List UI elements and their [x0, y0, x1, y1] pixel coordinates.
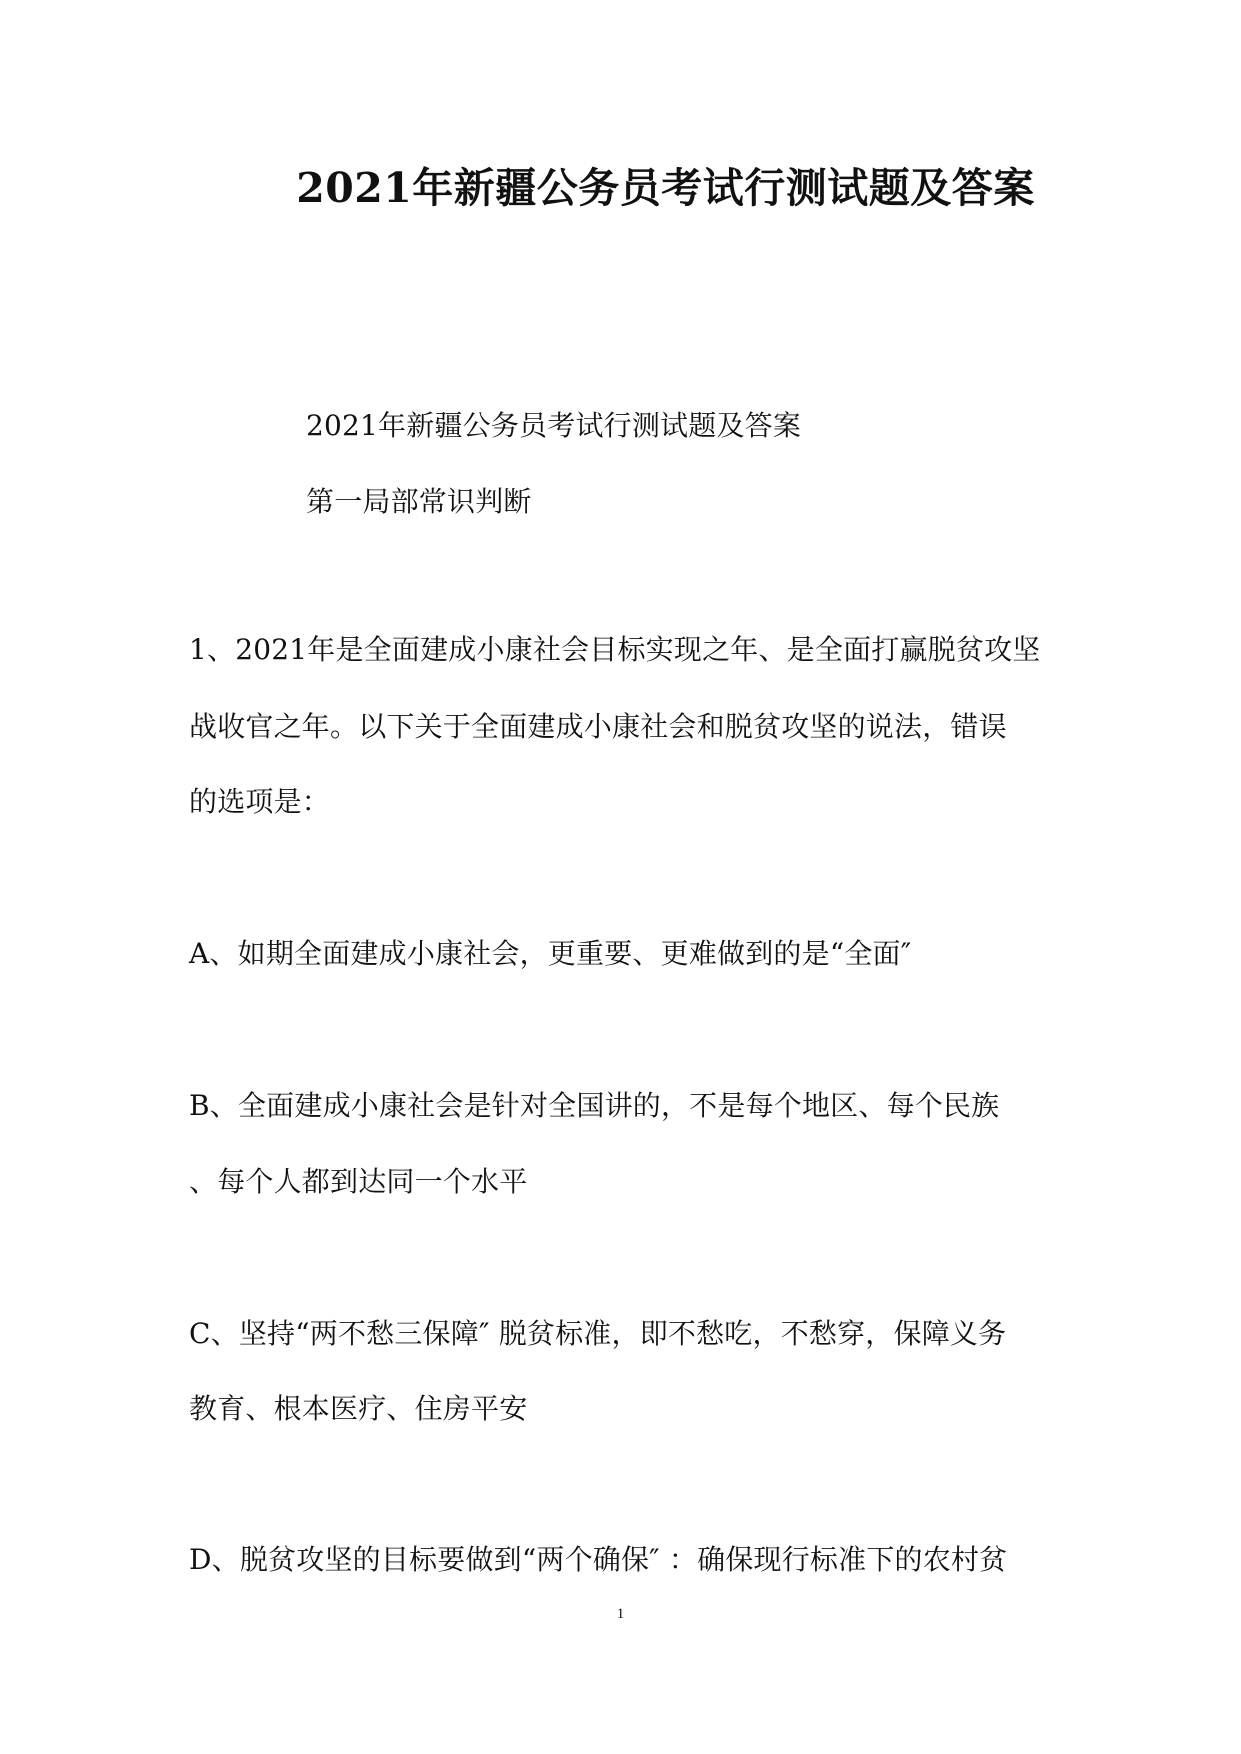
option-b-continued: 、每个人都到达同一个水平	[189, 1165, 528, 1198]
document-title: 2021年新疆公务员考试行测试题及答案	[296, 164, 1035, 212]
question-line: 战收官之年。以下关于全面建成小康社会和脱贫攻坚的说法，错误	[189, 710, 1007, 743]
subtitle: 2021年新疆公务员考试行测试题及答案	[306, 409, 802, 442]
option-c-continued: 教育、根本医疗、住房平安	[189, 1392, 528, 1425]
question-line: 的选项是：	[189, 785, 331, 818]
section-heading: 第一局部常识判断	[306, 485, 532, 518]
page-number: 1	[616, 1606, 625, 1622]
option-a: A、如期全面建成小康社会，更重要、更难做到的是“全面″	[189, 937, 912, 970]
question-line: 1、2021年是全面建成小康社会目标实现之年、是全面打赢脱贫攻坚	[189, 633, 1041, 666]
option-b: B、全面建成小康社会是针对全国讲的，不是每个地区、每个民族	[189, 1089, 1000, 1122]
option-d: D、脱贫攻坚的目标要做到“两个确保″ ：确保现行标准下的农村贫	[189, 1543, 1008, 1576]
option-c: C、坚持“两不愁三保障″ 脱贫标准，即不愁吃，不愁穿，保障义务	[189, 1317, 1007, 1350]
